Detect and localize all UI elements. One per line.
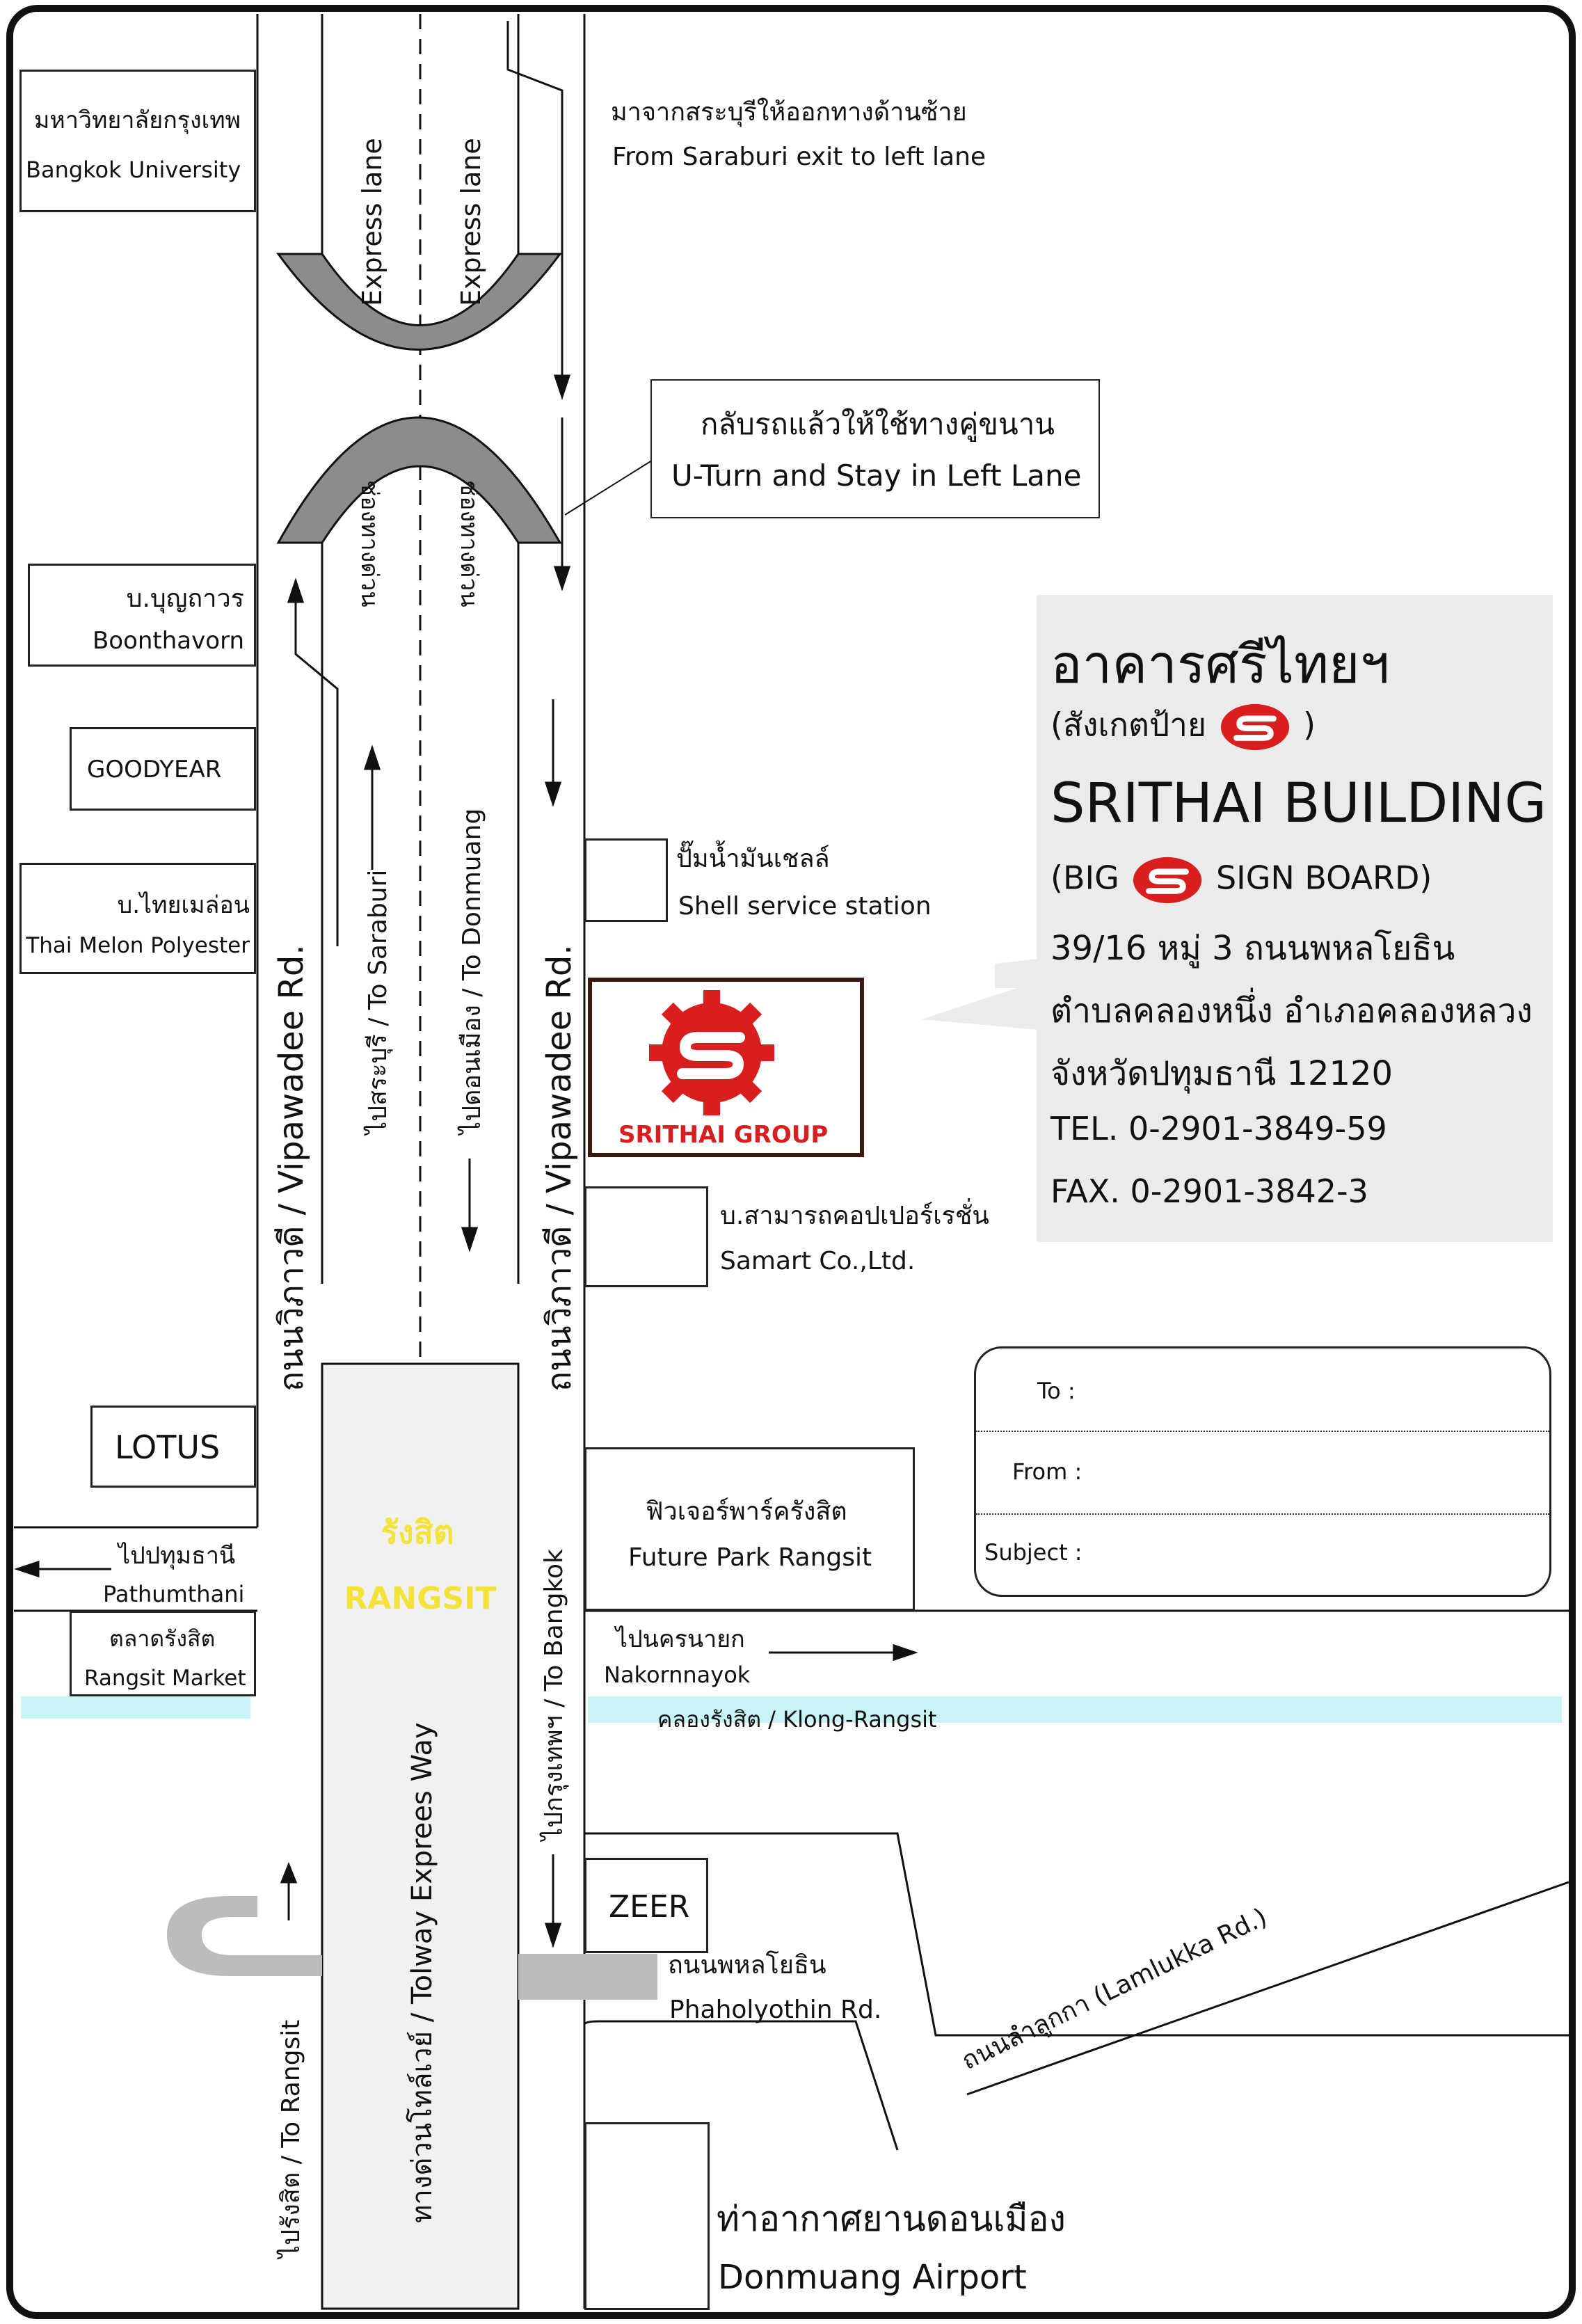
contact-form-box (974, 1346, 1551, 1597)
thai-melon-th: บ.ไทยเมล่อน (117, 891, 250, 919)
sign-close: SIGN BOARD) (1215, 859, 1432, 897)
address-line-3: จังหวัดปทุมธานี 12120 (1050, 1054, 1393, 1093)
uturn-note-th: กลับรถแล้วให้ใช้ทางคู่ขนาน (701, 407, 1055, 441)
to-rangsit-label: ไปรังสิต / To Rangsit (277, 2019, 305, 2258)
vipawadee-right-label: ถนนวิภาวดี / Vipawadee Rd. (540, 944, 579, 1392)
landmark-th (1050, 699, 1316, 755)
future-park-en: Future Park Rangsit (628, 1543, 872, 1572)
landmark-th-close: ) (1303, 706, 1316, 744)
gear-s-logo-icon (1129, 852, 1206, 908)
sign-open: (BIG (1050, 859, 1119, 897)
form-divider (976, 1513, 1549, 1515)
thai-melon-en: Thai Melon Polyester (26, 933, 250, 958)
tolway-label: ทางด่วนโทล์เวย์ / Tolway Exprees Way (406, 1722, 438, 2223)
pathumthani-en: Pathumthani (103, 1581, 245, 1607)
thai-melon-box (19, 863, 256, 974)
lotus-box (90, 1406, 256, 1488)
express-lane-label-left: Express lane (357, 138, 387, 306)
shell-th: ปั๊มน้ำมันเชลล์ (676, 845, 830, 873)
srithai-group-caption: SRITHAI GROUP (618, 1121, 829, 1149)
gear-s-logo-icon (1217, 699, 1293, 755)
from-saraburi-en: From Saraburi exit to left lane (612, 143, 986, 171)
bangkok-university-box (19, 70, 256, 212)
boonthavorn-box (28, 564, 256, 667)
future-park-th: ฟิวเจอร์พาร์ครังสิต (646, 1497, 847, 1526)
express-lane-label-right: Express lane (456, 138, 486, 306)
zeer-label: ZEER (609, 1889, 690, 1925)
address-line-2: ตำบลคลองหนึ่ง อำเภอคลองหลวง (1050, 992, 1533, 1030)
uturn-note-box (650, 379, 1100, 518)
building-name-th: อาคารศรีไทยฯ (1050, 633, 1390, 695)
phaholyothin-connector (518, 1954, 657, 2000)
lotus-label: LOTUS (115, 1428, 221, 1466)
nakornnayok-th: ไปนครนายก (616, 1625, 745, 1653)
form-from-label: From : (1012, 1458, 1082, 1485)
samart-th: บ.สามารถคอปเปอร์เรชั่น (720, 1202, 989, 1230)
express-lane-th-right: ช่องทางด่วน (455, 480, 483, 607)
boonthavorn-th: บ.บุญถาวร (126, 584, 244, 613)
srithai-logo-box (588, 978, 864, 1157)
gear-s-logo-icon (642, 983, 781, 1122)
airport-th: ท่าอากาศยานดอนเมือง (717, 2199, 1066, 2239)
bangkok-university-th: มหาวิทยาลัยกรุงเทพ (34, 106, 241, 134)
samart-box (584, 1186, 708, 1287)
bangkok-university-en: Bangkok University (26, 157, 241, 183)
tel-number: TEL. 0-2901-3849-59 (1050, 1110, 1387, 1147)
boonthavorn-en: Boonthavorn (92, 627, 244, 655)
phaholyothin-en: Phaholyothin Rd. (669, 1996, 882, 2024)
building-name-en: SRITHAI BUILDING (1050, 772, 1547, 835)
shell-box (584, 838, 668, 922)
goodyear-box (70, 727, 256, 811)
airport-box (584, 2122, 710, 2310)
info-panel (1037, 595, 1553, 1242)
future-park-box (584, 1447, 915, 1611)
fax-number: FAX. 0-2901-3842-3 (1050, 1172, 1368, 1210)
from-saraburi-th: มาจากสระบุรีให้ออกทางด้านซ้าย (611, 98, 967, 127)
form-divider (976, 1431, 1549, 1432)
vipawadee-left-label: ถนนวิภาวดี / Vipawadee Rd. (272, 944, 311, 1392)
klong-rangsit-label: คลองรังสิต / Klong-Rangsit (657, 1706, 937, 1733)
airport-en: Donmuang Airport (718, 2258, 1027, 2297)
rangsit-market-th: ตลาดรังสิต (109, 1625, 216, 1652)
nakornnayok-en: Nakornnayok (604, 1662, 751, 1688)
big-sign-board (1050, 852, 1432, 908)
zeer-box (584, 1858, 708, 1953)
to-bangkok-label: ไปกรุงเทพฯ / To Bangkok (540, 1549, 568, 1840)
pathumthani-th: ไปปทุมธานี (118, 1542, 236, 1570)
rangsit-th-label: รังสิต (381, 1513, 454, 1551)
klong-rangsit-canal-left (21, 1696, 250, 1719)
to-donmuang-label: ไปดอนเมือง / To Donmuang (458, 808, 486, 1134)
form-to-label: To : (1037, 1378, 1076, 1404)
phaholyothin-th: ถนนพหลโยธิน (668, 1951, 826, 1980)
rangsit-en-label: RANGSIT (344, 1581, 497, 1616)
express-lane-th-left: ช่องทางด่วน (355, 480, 383, 607)
uturn-note-en: U-Turn and Stay in Left Lane (671, 459, 1082, 493)
form-subject-label: Subject : (984, 1539, 1082, 1566)
info-pointer-top (995, 959, 1038, 988)
goodyear-label: GOODYEAR (87, 756, 222, 783)
lamlukka-label: ถนนลำลูกกา (Lamlukka Rd.) (957, 1902, 1272, 2076)
landmark-th-open: (สังเกตป้าย (1050, 706, 1206, 744)
to-saraburi-label: ไปสระบุรี / To Saraburi (364, 869, 392, 1134)
rangsit-market-en: Rangsit Market (84, 1666, 246, 1691)
rangsit-market-box (70, 1611, 256, 1696)
shell-en: Shell service station (678, 892, 932, 921)
address-line-1: 39/16 หมู่ 3 ถนนพหลโยธิน (1050, 929, 1455, 968)
samart-en: Samart Co.,Ltd. (720, 1247, 916, 1275)
